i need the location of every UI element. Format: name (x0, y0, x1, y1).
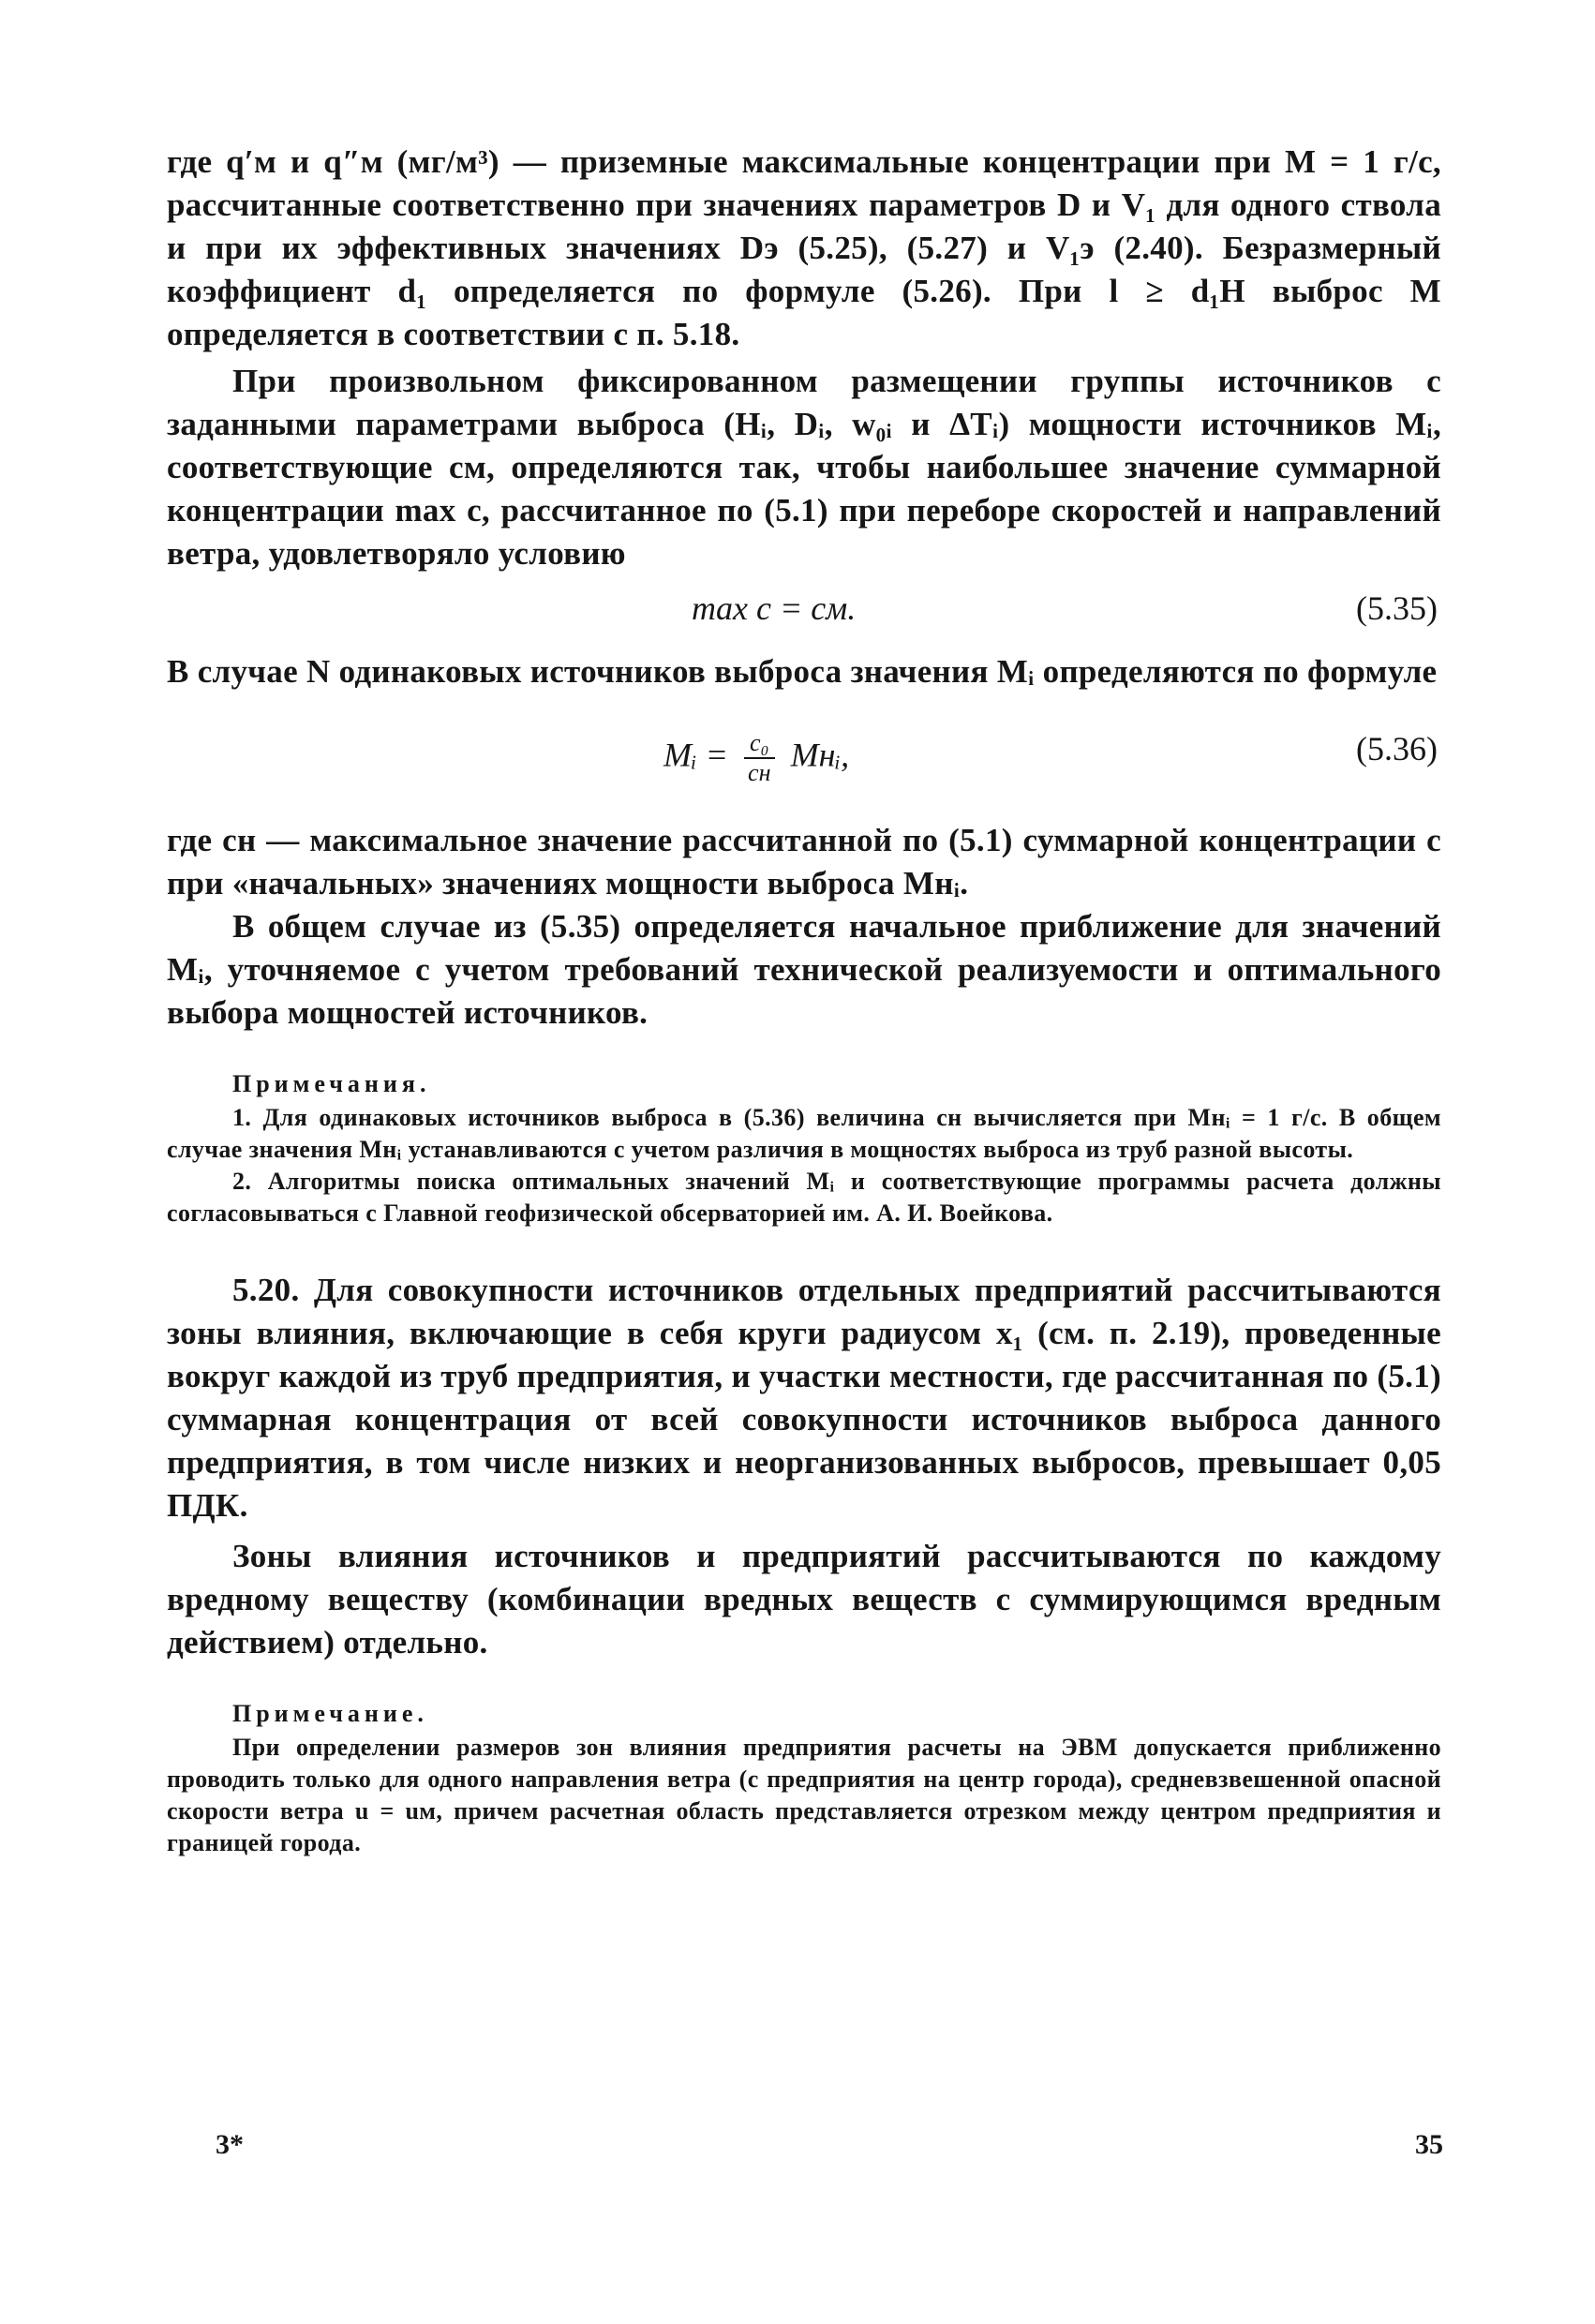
page-number: 35 (1415, 2129, 1443, 2160)
notes-block-1 (167, 1070, 1441, 1229)
formula-lhs: Mᵢ = (663, 736, 728, 774)
formula-5-36 (167, 693, 1441, 806)
note-item: 2. Алгоритмы поиска оптимальных значений Mᵢ и соответствующие программы расчета должны согласовываться с Главной геофизической обсерваторией им. А. И. Воейкова. (167, 1168, 1441, 1227)
formula-number: (5.35) (1356, 589, 1438, 627)
paragraph-zones: Зоны влияния источников и предприятий рассчитываются по каждому вредному веществу (комбинации вредных веществ с суммирующимся вредным действием) отдельно. (167, 1538, 1441, 1661)
note-item: 1. Для одинаковых источников выброса в (5.36) величина cн вычисляется при Mнᵢ = 1 г/с. В общем случае значения Mнᵢ устанавливаются с учетом различия в мощностях выброса из труб разной высоты. (167, 1104, 1441, 1163)
notes-heading: Примечание. (232, 1700, 428, 1727)
note-item: При определении размеров зон влияния предприятия расчеты на ЭВМ допускается приближенно проводить только для одного направления ветра (с предприятия на центр города), средневзвешенной опасной скорости ветра u = uм, причем расчетная область представляется отрезком между центром предприятия и границей города. (167, 1734, 1441, 1856)
formula-rhs: Mнᵢ, (790, 736, 850, 774)
notes-heading: Примечания. (232, 1070, 431, 1097)
page-body (167, 141, 1441, 1859)
fraction-denominator: cн (748, 759, 771, 786)
formula-expression: max c = cм. (692, 589, 857, 627)
signature-mark: 3* (216, 2129, 244, 2160)
formula-number: (5.36) (1356, 730, 1438, 767)
formula-5-35 (167, 575, 1441, 641)
formula-fraction (744, 729, 775, 787)
notes-block-2 (167, 1700, 1441, 1859)
paragraph-section-5-20: 5.20. Для совокупности источников отдельных предприятий рассчитываются зоны влияния, включающие в себя круги радиусом x₁ (см. п. 2.19), проведенные вокруг каждой из труб предприятия, и участки местности, где рассчитанная по (5.1) суммарная концентрация от всей совокупности источников выброса данного предприятия, в том числе низких и неорганизованных выбросов, превышает 0,05 ПДК. (167, 1272, 1441, 1524)
paragraph-group-sources: При произвольном фиксированном размещении группы источников с заданными параметрами выброса (Hᵢ, Dᵢ, w₀ᵢ и ΔTᵢ) мощности источников Mᵢ, соответствующие cм, определяются так, чтобы наибольшее значение суммарной концентрации max c, рассчитанное по (5.1) при переборе скоростей и направлений ветра, удовлетворяло условию (167, 363, 1441, 572)
paragraph-identical-sources: В случае N одинаковых источников выброса значения Mᵢ определяются по формуле (167, 653, 1438, 690)
paragraph-cn-definition: где cн — максимальное значение рассчитанной по (5.1) суммарной концентрации c при «начальных» значениях мощности выброса Mнᵢ. (167, 822, 1441, 901)
fraction-numerator: c₀ (744, 729, 775, 759)
paragraph-general-case: В общем случае из (5.35) определяется начальное приближение для значений Mᵢ, уточняемое с учетом требований технической реализуемости и оптимального выбора мощностей источников. (167, 908, 1441, 1031)
paragraph-definitions: где q′м и q″м (мг/м³) — приземные максимальные концентрации при M = 1 г/с, рассчитанные соответственно при значениях параметров D и V₁ для одного ствола и при их эффективных значениях Dэ (5.25), (5.27) и V₁э (2.40). Безразмерный коэффициент d₁ определяется по формуле (5.26). При l ≥ d₁H выброс M определяется в соответствии с п. 5.18. (167, 143, 1441, 352)
